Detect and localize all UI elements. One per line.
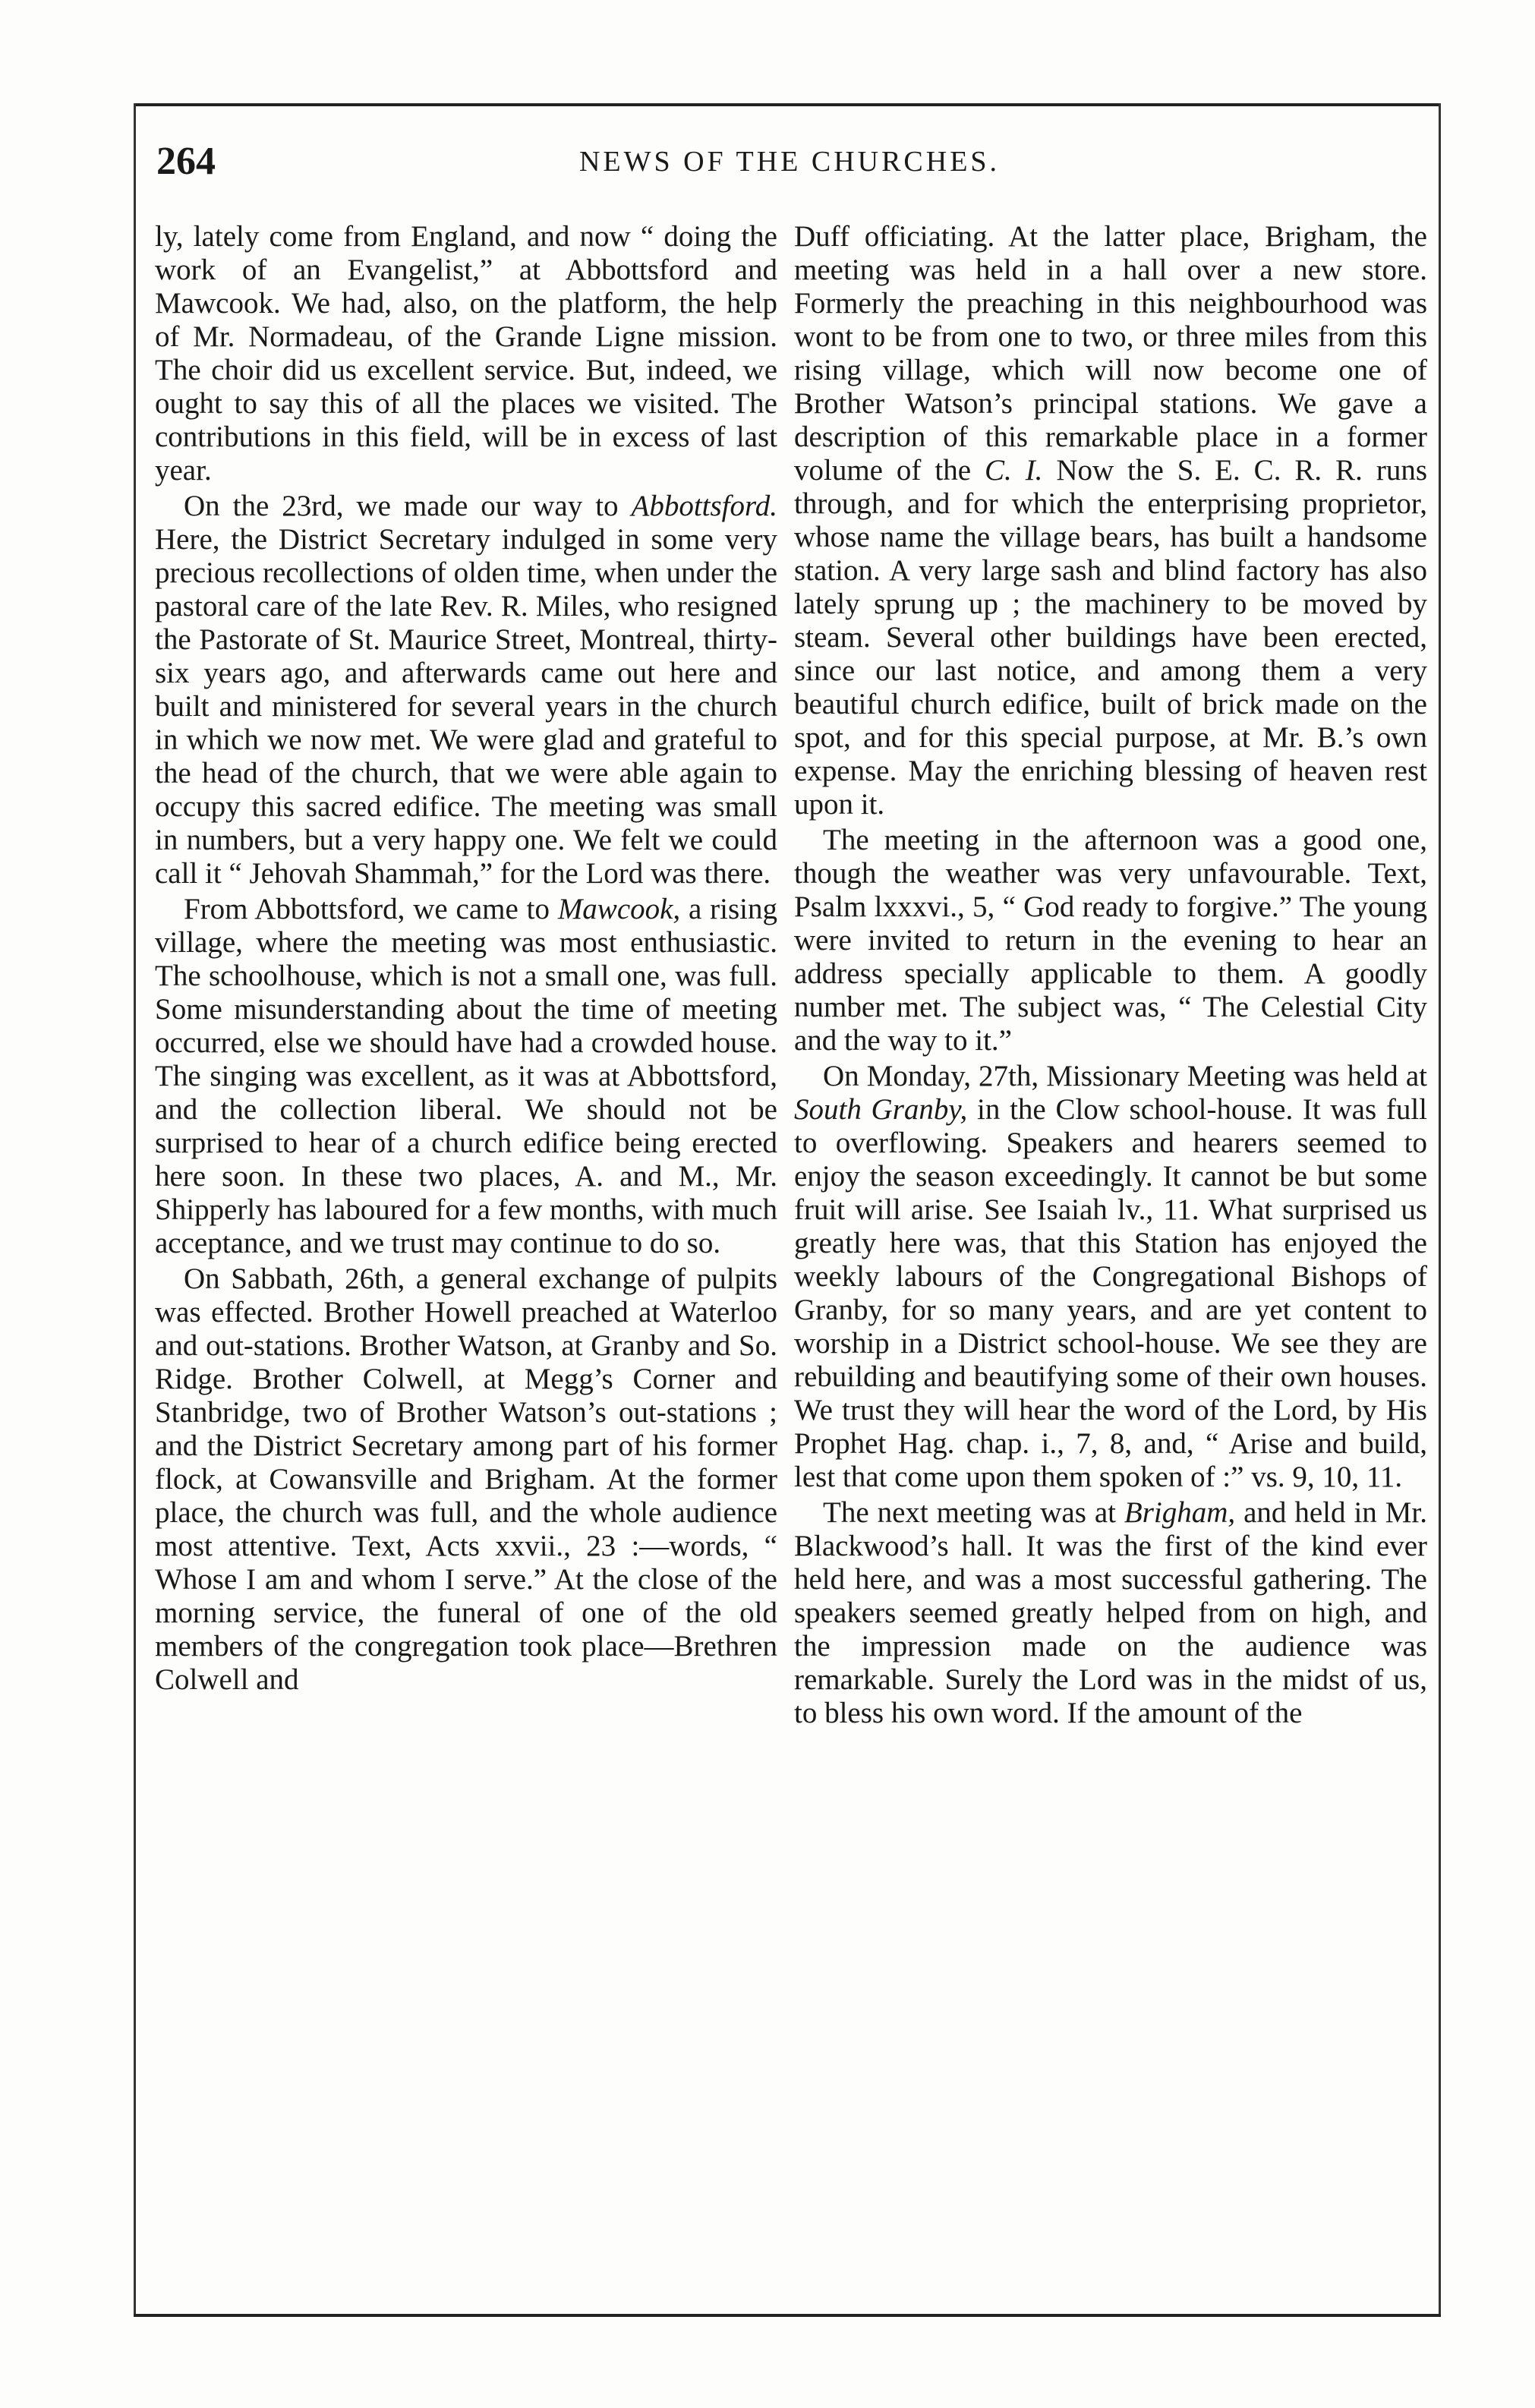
italic-text-span: Brigham, [1124, 1496, 1236, 1529]
italic-text-span: Abbottsford. [631, 490, 777, 522]
text-span: On Sabbath, 26th, a general exchange of pulpits was effected. Brother Howell preached at Waterloo and out-stations. Brother Watson, at Granby and So. Ridge. Brother Colwell, at Megg’s Corner and Stanbridge, two of Brother Watson’s out-stations ; and the District Secretary among part of his former flock, at Cowansville and Brigham. At the former place, the church was full, and the whole audience most attentive. Text, Acts xxvii., 23 :—words, “ Whose I am and whom I serve.” At the close of the morning service, the funeral of one of the old members of the congregation took place—Brethren Colwell and [155, 1262, 777, 1696]
text-span: a rising village, where the meeting was most enthusiastic. The schoolhouse, which is not a small one, was full. Some misunderstanding about the time of meeting occurred, else we should have had a crowded house. The singing was excellent, as it was at Abbottsford, and the collection liberal. We should not be surprised to hear of a church edifice being erected here soon. In these two places, A. and M., Mr. Shipperly has laboured for a few months, with much acceptance, and we trust may continue to do so. [155, 893, 777, 1259]
paragraph [155, 893, 777, 1260]
text-span: ly, lately come from England, and now “ doing the work of an Evangelist,” at Abbottsford and Mawcook. We had, also, on the platform, the help of Mr. Normadeau, of the Grande Ligne mission. The choir did us excellent service. But, indeed, we ought to say this of all the places we visited. The contributions in this field, will be in excess of last year. [155, 220, 777, 487]
paragraph [155, 220, 777, 487]
paragraph [155, 1262, 777, 1697]
italic-text-span: South Granby, [794, 1093, 968, 1126]
paragraph [155, 490, 777, 890]
italic-text-span: Mawcook, [557, 893, 681, 925]
text-span: Here, the District Secretary indulged in some very precious recollections of olden time, when under the pastoral care of the late Rev. R. Miles, who resigned the Pastorate of St. Maurice Street, Montreal, thirty-six years ago, and afterwards came out here and built and ministered for several years in the church in which we now met. We were glad and grateful to the head of the church, that we were able again to occupy this sacred edifice. The meeting was small in numbers, but a very happy one. We felt we could call it “ Jehovah Shammah,” for the Lord was there. [155, 523, 777, 890]
bottom-border-rule [134, 2314, 1441, 2317]
page-header [152, 135, 1427, 188]
page-number: 264 [156, 140, 216, 183]
right-text-column [794, 220, 1427, 2300]
text-span: in the Clow school-house. It was full to overflowing. Speakers and hearers seemed to enjoy the season exceedingly. It cannot be but some fruit will arise. See Isaiah lv., 11. What surprised us greatly here was, that this Station has enjoyed the weekly labours of the Congregational Bishops of Granby, for so many years, and are yet content to worship in a District school-house. We see they are rebuilding and beautifying some of their own houses. We trust they will hear the word of the Lord, by His Prophet Hag. chap. i., 7, 8, and, “ Arise and build, lest that come upon them spoken of :” vs. 9, 10, 11. [794, 1093, 1427, 1493]
text-span: On the 23rd, we made our way to [184, 490, 632, 522]
paragraph [794, 824, 1427, 1057]
running-head: NEWS OF THE CHURCHES. [578, 146, 1001, 178]
left-border-rule [134, 103, 136, 2317]
text-span: The next meeting was at [823, 1496, 1124, 1529]
text-span: On Monday, 27th, Missionary Meeting was held at [823, 1060, 1427, 1092]
text-span: The meeting in the afternoon was a good one, though the weather was very unfavourable. Text, Psalm lxxxvi., 5, “ God ready to forgive.” The young were invited to return in the evening to hear an address specially applicable to them. A goodly number met. The subject was, “ The Celestial City and the way to it.” [794, 824, 1427, 1057]
text-span: Now the S. E. C. R. R. runs through, and for which the enterprising proprietor, whose name the village bears, has built a handsome station. A very large sash and blind factory has also lately sprung up ; the machinery to be moved by steam. Several other buildings have been erected, since our last notice, and among them a very beautiful church edifice, built of brick made on the spot, and for this special purpose, at Mr. B.’s own expense. May the enriching blessing of heaven rest upon it. [794, 454, 1427, 821]
paragraph [794, 1060, 1427, 1494]
paragraph [794, 220, 1427, 821]
italic-text-span: C. I. [984, 454, 1043, 487]
text-span: Duff officiating. At the latter place, Brigham, the meeting was held in a hall over a new store. Formerly the preaching in this neighbourhood was wont to be from one to two, or three miles from this rising village, which will now become one of Brother Watson’s principal stations. We gave a description of this remarkable place in a former volume of the [794, 220, 1427, 487]
text-span: From Abbottsford, we came to [184, 893, 558, 925]
left-text-column [155, 220, 777, 2300]
paragraph [794, 1496, 1427, 1730]
top-border-rule [134, 103, 1441, 106]
text-span: and held in Mr. Blackwood’s hall. It was the first of the kind ever held here, and was a most successful gathering. The speakers seemed greatly helped from on high, and the impression made on the audience was remarkable. Surely the Lord was in the midst of us, to bless his own word. If the amount of the [794, 1496, 1427, 1729]
right-border-rule [1439, 103, 1441, 2317]
